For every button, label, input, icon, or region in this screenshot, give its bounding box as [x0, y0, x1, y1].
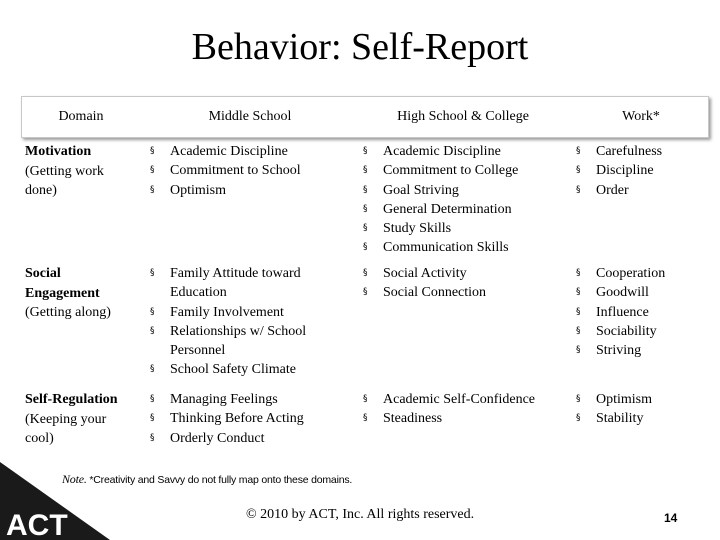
bullet-icon: §: [576, 146, 581, 156]
domain-name: Social Engagement: [25, 266, 100, 301]
domain-description: (Getting work done): [25, 163, 104, 198]
bullet-icon: §: [150, 432, 155, 443]
header-work: Work*: [622, 109, 660, 124]
header-domain: Domain: [58, 109, 104, 124]
list-item: § Discipline: [576, 161, 706, 180]
list-item: § Social Activity: [363, 264, 568, 283]
list-item: § Family Attitude toward Education: [150, 266, 301, 301]
logo-text: ACT: [6, 509, 68, 540]
bullet-icon: §: [576, 287, 581, 298]
list-item: § Influence: [576, 303, 706, 322]
list-item: § Managing Feelings: [150, 390, 346, 409]
bullet-icon: §: [150, 184, 155, 195]
bullet-icon: §: [150, 364, 155, 375]
list-item: § Carefulness: [576, 142, 706, 161]
list-item: § Goodwill: [576, 283, 706, 302]
list-item: § Thinking Before Acting: [150, 409, 346, 428]
list-item: § General Determination: [363, 200, 568, 219]
bullet-icon: §: [576, 345, 581, 356]
list-item: § Steadiness: [363, 409, 573, 428]
bullet-icon: §: [576, 413, 581, 424]
list-item: § Academic Discipline: [150, 142, 346, 161]
bullet-icon: §: [363, 394, 368, 404]
list-item: § Stability: [576, 409, 706, 428]
note-label: Note.: [62, 472, 87, 486]
list-item: § Optimism: [150, 181, 346, 200]
bullet-icon: §: [150, 165, 155, 176]
middle-school-list: [150, 264, 340, 380]
bullet-icon: §: [576, 325, 581, 336]
domain-name: Self-Regulation: [25, 392, 118, 407]
bullet-icon: §: [363, 165, 368, 176]
domain-cell: [25, 390, 137, 449]
high-school-college-list: [363, 264, 568, 303]
bullet-icon: §: [576, 268, 581, 278]
bullet-icon: §: [363, 413, 368, 424]
copyright-text: © 2010 by ACT, Inc. All rights reserved.: [246, 507, 475, 522]
bullet-icon: §: [150, 306, 155, 317]
table-header-row: [21, 96, 709, 138]
bullet-icon: §: [576, 184, 581, 195]
work-list: [576, 142, 706, 200]
note-text: *Creativity and Savvy do not fully map onto these domains.: [89, 474, 353, 486]
list-item: § Commitment to College: [363, 161, 568, 180]
bullet-icon: §: [363, 268, 368, 278]
bullet-icon: §: [576, 394, 581, 404]
bullet-icon: §: [150, 146, 155, 156]
bullet-icon: §: [363, 146, 368, 156]
middle-school-list: [150, 142, 346, 200]
list-item: § Relationships w/ School Personnel: [150, 323, 307, 359]
bullet-icon: §: [576, 165, 581, 176]
bullet-icon: §: [576, 306, 581, 317]
high-school-college-list: [363, 142, 568, 258]
header-middle-school: Middle School: [208, 109, 292, 124]
list-item: § Sociability: [576, 322, 706, 341]
list-item: § Academic Self-Confidence: [363, 390, 573, 409]
list-item: § Order: [576, 181, 706, 200]
list-item: § Communication Skills: [363, 238, 568, 257]
bullet-icon: §: [150, 394, 155, 404]
domain-cell: [25, 264, 137, 323]
list-item: § Cooperation: [576, 264, 706, 283]
work-list: [576, 390, 706, 429]
domain-name: Motivation: [25, 144, 92, 159]
list-item: § Family Involvement: [150, 303, 340, 322]
middle-school-list: [150, 390, 346, 448]
bullet-icon: §: [363, 184, 368, 195]
high-school-college-list: [363, 390, 573, 429]
slide-title: Behavior: Self-Report: [191, 26, 529, 68]
domain-description: (Getting along): [25, 305, 111, 320]
page-number: 14: [664, 511, 678, 525]
bullet-icon: §: [363, 242, 368, 253]
list-item: § Striving: [576, 341, 706, 360]
list-item: § Academic Discipline: [363, 142, 568, 161]
bullet-icon: §: [363, 287, 368, 298]
bullet-icon: §: [150, 268, 155, 278]
bullet-icon: §: [150, 413, 155, 424]
list-item: § Orderly Conduct: [150, 429, 346, 448]
domain-description: (Keeping your cool): [25, 411, 107, 446]
list-item: § School Safety Climate: [150, 360, 340, 379]
header-high-school-college: High School & College: [397, 109, 529, 124]
act-logo: [0, 458, 110, 540]
list-item: § Commitment to School: [150, 161, 346, 180]
bullet-icon: §: [363, 223, 368, 234]
work-list: [576, 264, 706, 360]
list-item: § Goal Striving: [363, 181, 568, 200]
logo-registered-mark: ®: [94, 511, 100, 520]
list-item: § Study Skills: [363, 219, 568, 238]
domain-cell: [25, 142, 137, 201]
list-item: § Social Connection: [363, 283, 568, 302]
list-item: § Optimism: [576, 390, 706, 409]
bullet-icon: §: [150, 325, 155, 336]
bullet-icon: §: [363, 203, 368, 214]
